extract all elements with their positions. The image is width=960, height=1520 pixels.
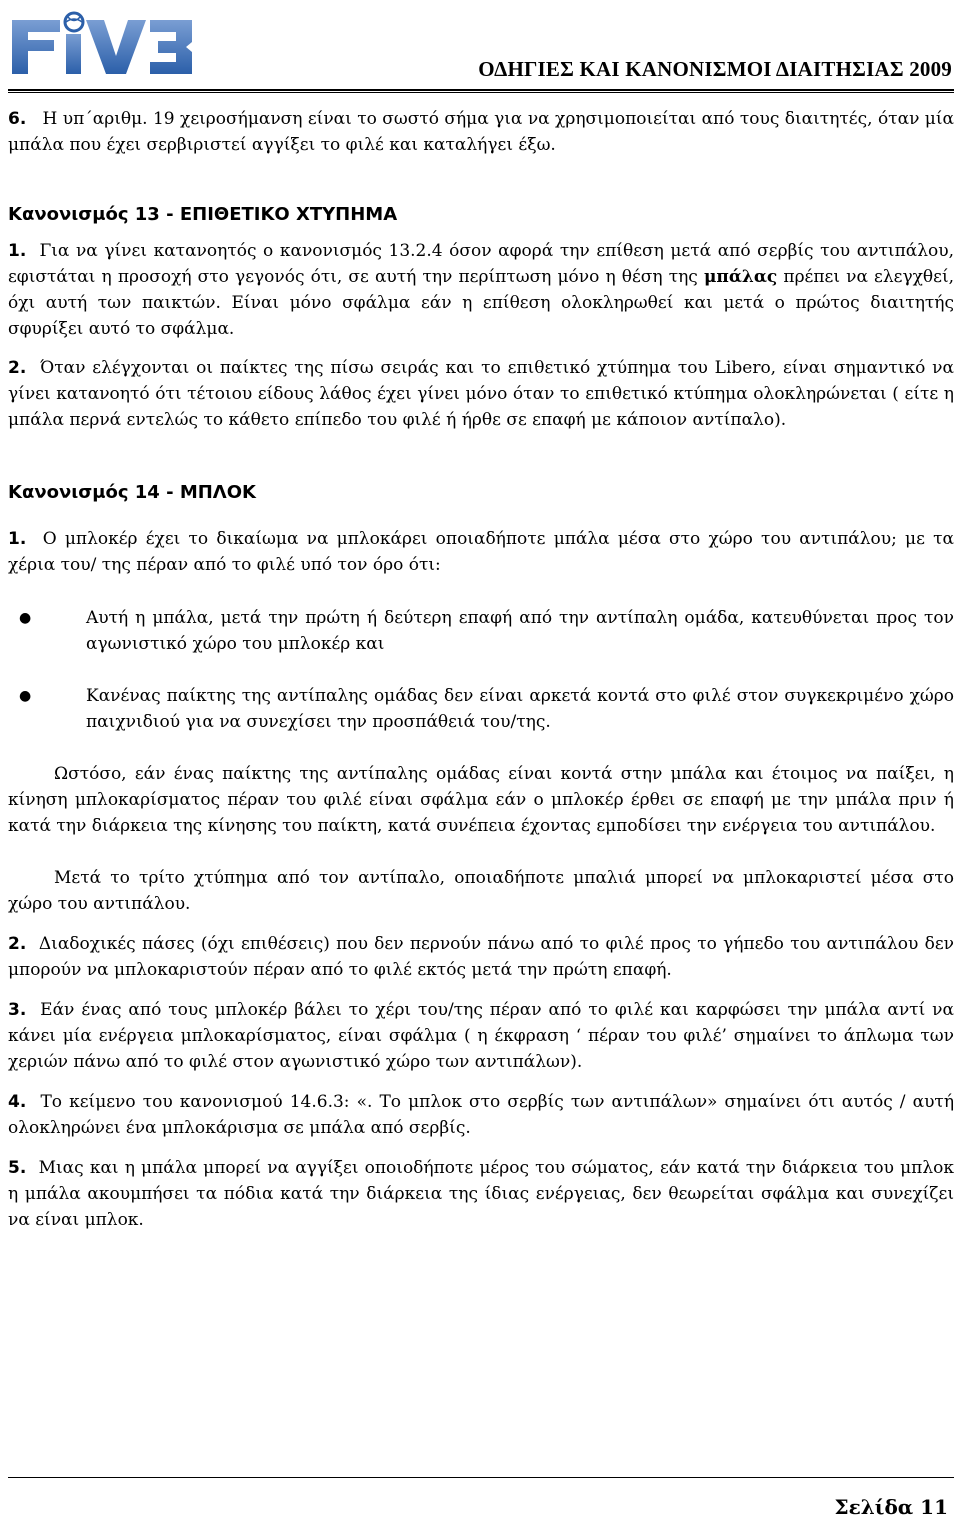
rule-13-heading: Κανονισμός 13 - ΕΠΙΘΕΤΙΚΟ ΧΤΥΠΗΜΑ (8, 204, 398, 225)
item-text: Όταν ελέγχονται οι παίκτες της πίσω σειράς και το επιθετικό χτύπημα του Libero, είναι σημαντικό να γίνει κατανοητό ότι τέτοιου είδους λάθος έχει γίνει μόνο όταν το επιθετικό κτύπημα ολοκληρώνεται ( είτε η μπάλα περνά εντελώς το κάθετο επίπεδο του φιλέ ή ήρθε σε επαφή με κάποιον αντίπαλο). (8, 358, 954, 430)
rule-13-item-2 (8, 355, 954, 433)
header-rule-thin (8, 92, 954, 93)
paragraph-however: Ωστόσο, εάν ένας παίκτης της αντίπαλης ομάδας είναι κοντά στην μπάλα και έτοιμος να παίξει, η κίνηση μπλοκαρίσματος πέραν του φιλέ είναι σφάλμα εάν ο μπλοκέρ έρθει σε επαφή με την μπάλα πριν ή κατά την διάρκεια της κίνησης του παίκτη, κατά συνέπεια έχοντας εμποδίσει την ενέργεια του αντιπάλου. (8, 764, 954, 836)
document-page (8, 0, 955, 1519)
item-number: 3. (8, 1000, 27, 1020)
fivb-logo (8, 4, 198, 78)
rule-14-item-2 (8, 931, 954, 983)
item-text: Εάν ένας από τους μπλοκέρ βάλει το χέρι του/της πέραν από το φιλέ και καρφώσει την μπάλα αντί να κάνει μία ενέργεια μπλοκαρίσματος, είναι σφάλμα ( η έκφραση ‘ πέραν του φιλέ’ σημαίνει το άπλωμα των χεριών πάνω από το φιλέ στον αγωνιστικό χώρο των αντιπάλων). (8, 1000, 954, 1072)
item-6 (8, 106, 954, 158)
bullet-icon: ● (19, 688, 32, 704)
rule-13-item-1 (8, 238, 954, 342)
page-number: Σελίδα 11 (834, 1495, 948, 1519)
footer-rule (8, 1477, 954, 1478)
item-text: Το κείμενο του κανονισμού 14.6.3: «. Το μπλοκ στο σερβίς των αντιπάλων» σημαίνει ότι αυτός / αυτή ολοκληρώνει ένα μπλοκάρισμα σε μπάλα από σερβίς. (8, 1092, 955, 1138)
rule-14-item-4 (8, 1089, 954, 1141)
item-number: 1. (8, 241, 27, 261)
header-rule (8, 89, 954, 91)
rule-14-item-3 (8, 997, 954, 1075)
item-number: 1. (8, 529, 27, 549)
item-text: Για να γίνει κατανοητός ο κανονισμός 13.2.4 όσον αφορά την επίθεση μετά από σερβίς του αντιπάλου, εφιστάται η προσοχή στο γεγονός ότι, σε αυτή την περίπτωση μόνο η θέση της (8, 241, 954, 287)
rule-14-heading: Κανονισμός 14 - ΜΠΛΟΚ (8, 482, 256, 503)
item-text: Διαδοχικές πάσες (όχι επιθέσεις) που δεν περνούν πάνω από το φιλέ προς το γήπεδο του αντιπάλου δεν μπορούν να μπλοκαριστούν πέραν από το φιλέ εκτός μετά την πρώτη επαφή. (8, 934, 955, 980)
item-number: 6. (8, 109, 27, 129)
conditions-list (8, 605, 954, 735)
bullet-icon: ● (19, 610, 32, 626)
list-item-text: Αυτή η μπάλα, μετά την πρώτη ή δεύτερη επαφή από την αντίπαλη ομάδα, κατευθύνεται προς τον αγωνιστικό χώρο του μπλοκέρ και (86, 608, 954, 654)
paragraph-third-hit: Μετά το τρίτο χτύπημα από τον αντίπαλο, οποιαδήποτε μπαλιά μπορεί να μπλοκαριστεί μέσα στο χώρο του αντιπάλου. (8, 868, 954, 914)
item-text: Μιας και η μπάλα μπορεί να αγγίξει οποιοδήποτε μέρος του σώματος, εάν κατά την διάρκεια του μπλοκ η μπάλα ακουμπήσει τα πόδια κατά την διάρκεια της ίδιας ενέργειας, δεν θεωρείται σφάλμα και συνεχίζει να είναι μπλοκ. (8, 1158, 954, 1230)
item-number: 2. (8, 934, 27, 954)
list-item (8, 605, 954, 657)
item-number: 5. (8, 1158, 27, 1178)
emphasis-ball: μπάλας (703, 267, 778, 287)
list-item (8, 683, 954, 735)
document-title: ΟΔΗΓΙΕΣ ΚΑΙ ΚΑΝΟΝΙΣΜΟΙ ΔΙΑΙΤΗΣΙΑΣ 2009 (478, 57, 952, 81)
rule-14-item-1 (8, 526, 954, 578)
item-number: 2. (8, 358, 27, 378)
rule-14-item-5 (8, 1155, 954, 1233)
item-number: 4. (8, 1092, 27, 1112)
item-text: Η υπ΄αριθμ. 19 χειροσήμανση είναι το σωστό σήμα για να χρησιμοποιείται από τους διαιτητές, όταν μία μπάλα που έχει σερβιριστεί αγγίξει το φιλέ και καταλήγει έξω. (8, 109, 954, 155)
list-item-text: Κανένας παίκτης της αντίπαλης ομάδας δεν είναι αρκετά κοντά στο φιλέ στον συγκεκριμένο χώρο παιχνιδιού για να συνεχίσει την προσπάθειά του/της. (86, 686, 954, 732)
item-text: Ο μπλοκέρ έχει το δικαίωμα να μπλοκάρει οποιαδήποτε μπάλα μέσα στο χώρο του αντιπάλου; με τα χέρια του/ της πέραν από το φιλέ υπό τον όρο ότι: (8, 529, 955, 575)
item-text-continued: πρέπει να ελεγχθεί, όχι αυτή των παικτών. Είναι μόνο σφάλμα εάν η επίθεση ολοκληρωθεί και μετά ο πρώτος διαιτητής σφυρίξει αυτό το σφάλμα. (8, 267, 955, 339)
page-header (8, 0, 954, 95)
